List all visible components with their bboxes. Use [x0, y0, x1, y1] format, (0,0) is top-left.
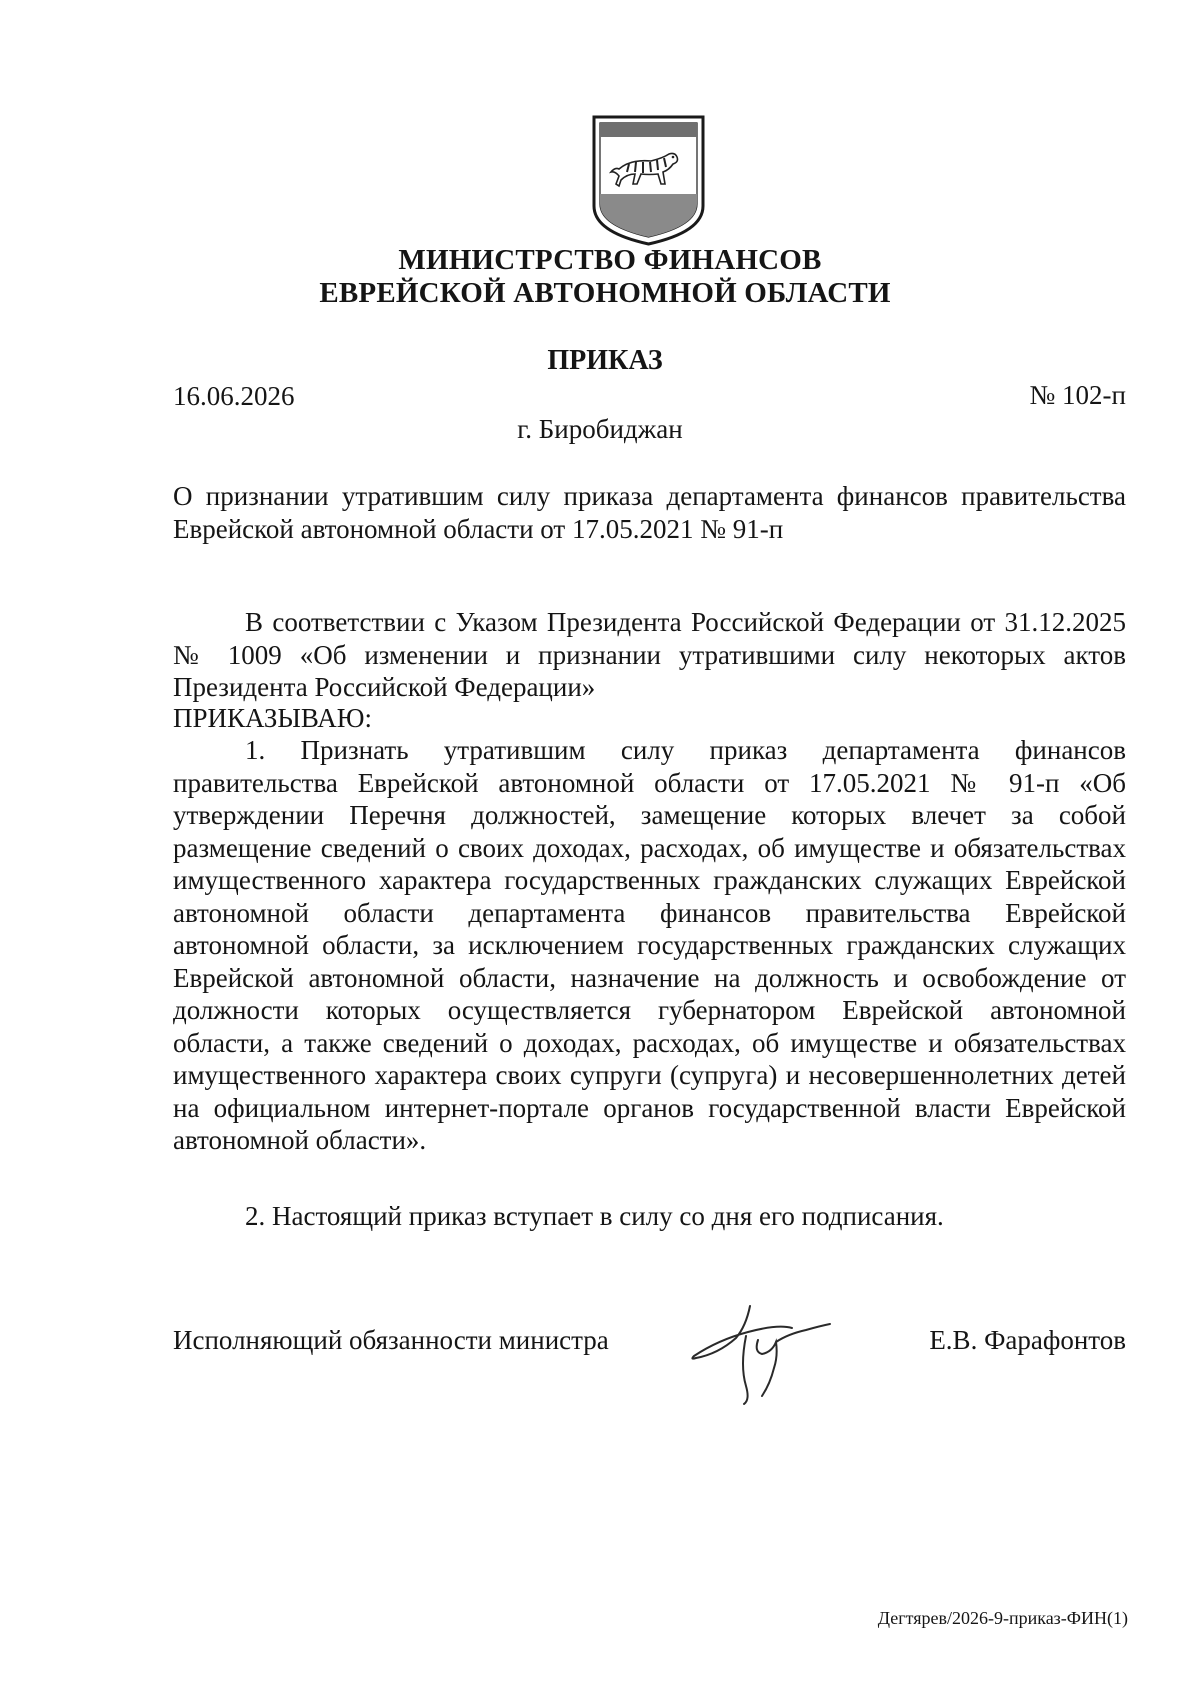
document-city: г. Биробиджан [517, 414, 683, 444]
ministry-name-line1: МИНИСТРСТВО ФИНАНСОВ [398, 244, 822, 276]
order-keyword: ПРИКАЗЫВАЮ: [173, 703, 372, 733]
order-item-2: 2. Настоящий приказ вступает в силу со дня его подписания. [245, 1201, 944, 1231]
order-item-1: 1. Признать утратившим силу приказ департамента финансов правительства Еврейской автономной области от 17.05.2021 № 91-п «Об утверждении Перечня должностей, замещение которых влечет за собой размещение сведений о своих доходах, расходах, об имуществе и обязательствах имущественного характера государственных гражданских служащих Еврейской автономной области департамента финансов правительства Еврейской автономной области, за исключением государственных гражданских служащих Еврейской автономной области, назначение на должность и освобождение от должности которых осуществляется губернатором Еврейской автономной области, а также сведений о доходах, расходах, об имуществе и обязательствах имущественного характера своих супруги (супруга) и несовершеннолетних детей на официальном интернет-портале органов государственной власти Еврейской автономной области». [173, 735, 1126, 1155]
ministry-name-line2: ЕВРЕЙСКОЙ АВТОНОМНОЙ ОБЛАСТИ [319, 277, 891, 309]
document-type: ПРИКАЗ [547, 345, 663, 376]
document-number: № 102-п [1029, 380, 1126, 410]
document-date: 16.06.2026 [173, 381, 295, 411]
document-subject: О признании утратившим силу приказа департамента финансов правительства Еврейской автономной области от 17.05.2021 № 91-п [173, 481, 1126, 544]
intro-paragraph: В соответствии с Указом Президента Российской Федерации от 31.12.2025 № 1009 «Об изменении и признании утратившими силу некоторых актов Президента Российской Федерации» [173, 607, 1126, 702]
coat-of-arms-icon [591, 114, 706, 247]
handwritten-signature [688, 1296, 838, 1406]
signatory-position: Исполняющий обязанности министра [173, 1325, 609, 1355]
footer-reference: Дегтярев/2026-9-приказ-ФИН(1) [877, 1608, 1128, 1628]
signatory-name: Е.В. Фарафонтов [929, 1325, 1126, 1355]
